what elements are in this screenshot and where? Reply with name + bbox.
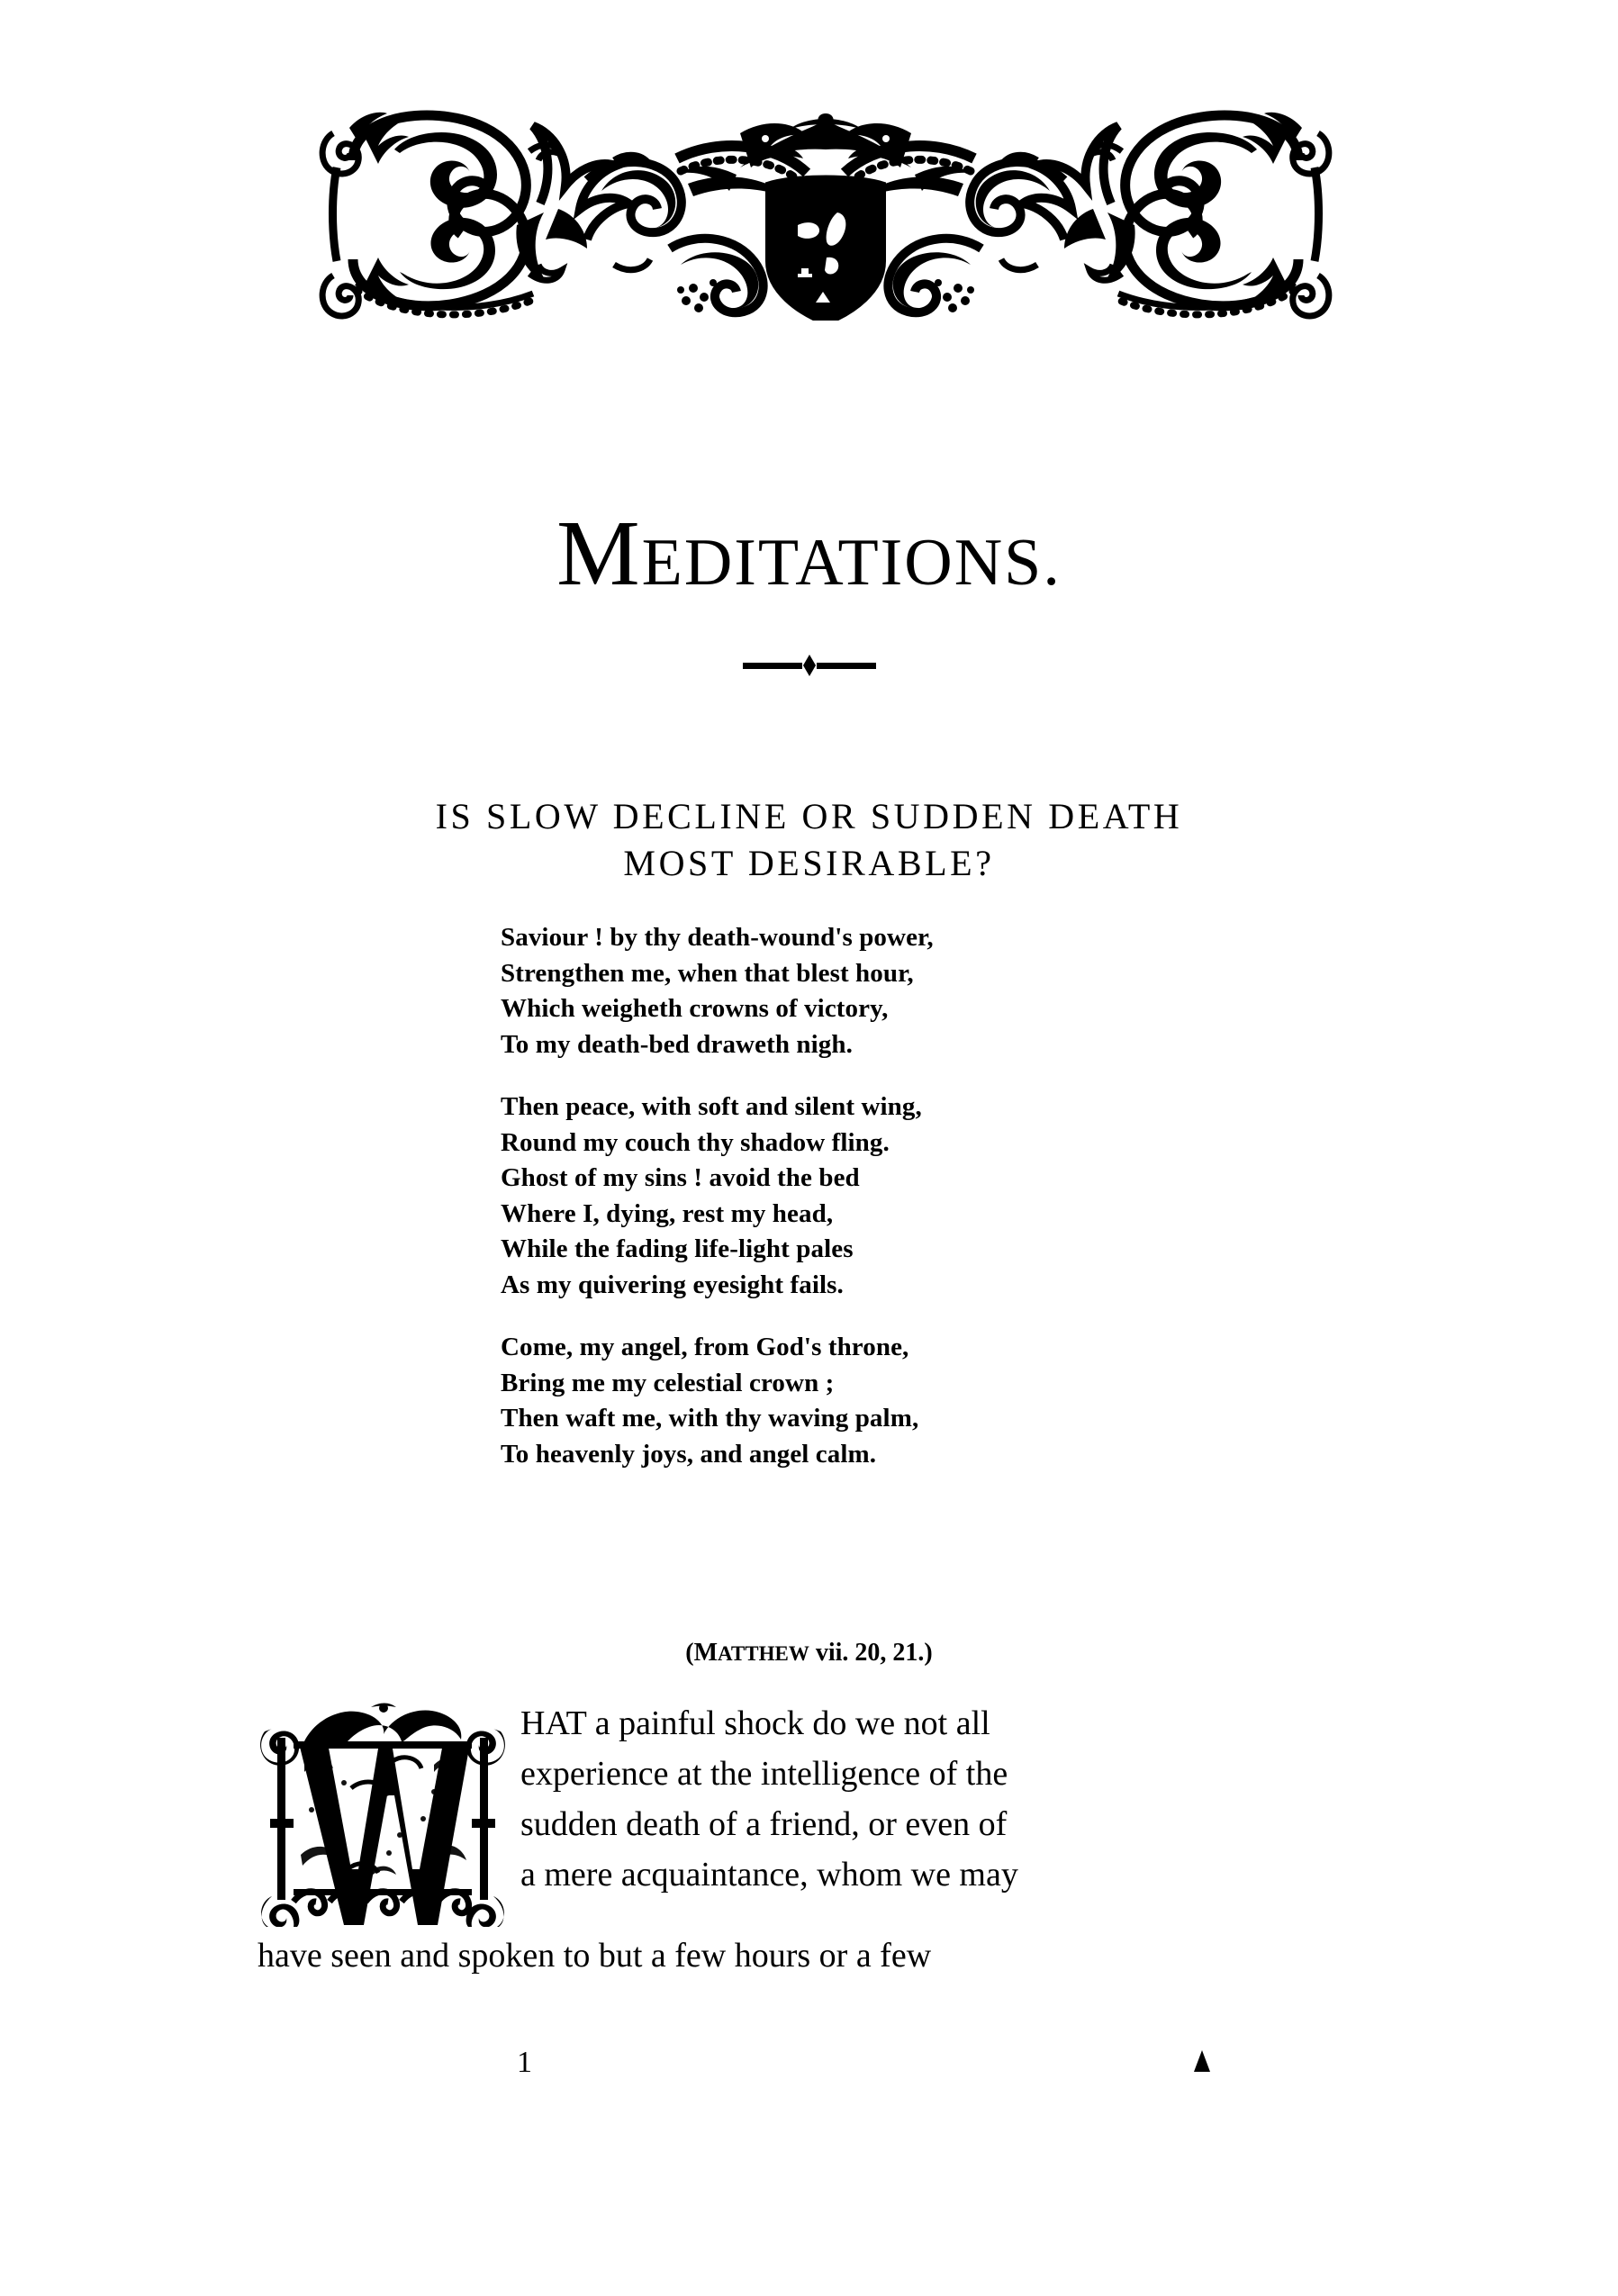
- body-lines-indented: [520, 1698, 1369, 1900]
- body-line: experience at the intelligence of the: [520, 1755, 1008, 1793]
- page-title: [0, 501, 1618, 605]
- poem-line: While the fading life-light pales: [501, 1234, 854, 1263]
- poem-line: Come, my angel, from God's throne,: [501, 1333, 909, 1361]
- body-line: sudden death of a friend, or even of: [520, 1805, 1008, 1843]
- poem-line: As my quivering eyesight fails.: [501, 1270, 844, 1299]
- dropcap-w-icon: [258, 1702, 508, 1927]
- citation-book-initial: M: [693, 1639, 719, 1667]
- page-title-rest: EDITATIONS.: [641, 525, 1062, 600]
- headpiece-ornament: [317, 97, 1334, 321]
- body-line: a mere acquaintance, whom we may: [520, 1856, 1018, 1894]
- page-title-initial: M: [556, 501, 642, 605]
- scripture-citation: [0, 1639, 1618, 1668]
- citation-book-rest: ATTHEW: [718, 1642, 809, 1665]
- poem: [501, 920, 1221, 1472]
- divider-ornament: [0, 654, 1618, 677]
- section-heading: [0, 793, 1618, 887]
- poem-line: Which weigheth crowns of victory,: [501, 994, 889, 1023]
- signature-triangle-icon: [1187, 2046, 1217, 2076]
- poem-line: To my death-bed draweth nigh.: [501, 1029, 853, 1059]
- poem-stanza: [501, 920, 1221, 1062]
- poem-line: To heavenly joys, and angel calm.: [501, 1439, 877, 1469]
- poem-line: Round my couch thy shadow fling.: [501, 1127, 890, 1157]
- section-heading-line-1: IS SLOW DECLINE OR SUDDEN DEATH: [435, 796, 1183, 837]
- citation-open-paren: (: [685, 1639, 694, 1667]
- section-heading-line-2: MOST DESIRABLE?: [623, 843, 995, 884]
- poem-stanza: [501, 1089, 1221, 1303]
- citation-reference: vii. 20, 21.): [809, 1639, 933, 1667]
- body-paragraph: [258, 1698, 1369, 1981]
- poem-line: Saviour ! by thy death-wound's power,: [501, 923, 934, 952]
- poem-stanza: [501, 1330, 1221, 1472]
- poem-line: Strengthen me, when that blest hour,: [501, 958, 914, 988]
- poem-line: Where I, dying, rest my head,: [501, 1198, 834, 1228]
- poem-line: Ghost of my sins ! avoid the bed: [501, 1163, 860, 1192]
- poem-line: Then waft me, with thy waving palm,: [501, 1404, 919, 1433]
- body-line: HAT a painful shock do we not all: [520, 1704, 990, 1742]
- poem-line: Then peace, with soft and silent wing,: [501, 1092, 922, 1121]
- poem-line: Bring me my celestial crown ;: [501, 1368, 835, 1397]
- body-line: have seen and spoken to but a few hours or a few: [258, 1937, 932, 1975]
- page-number: 1: [517, 2046, 532, 2079]
